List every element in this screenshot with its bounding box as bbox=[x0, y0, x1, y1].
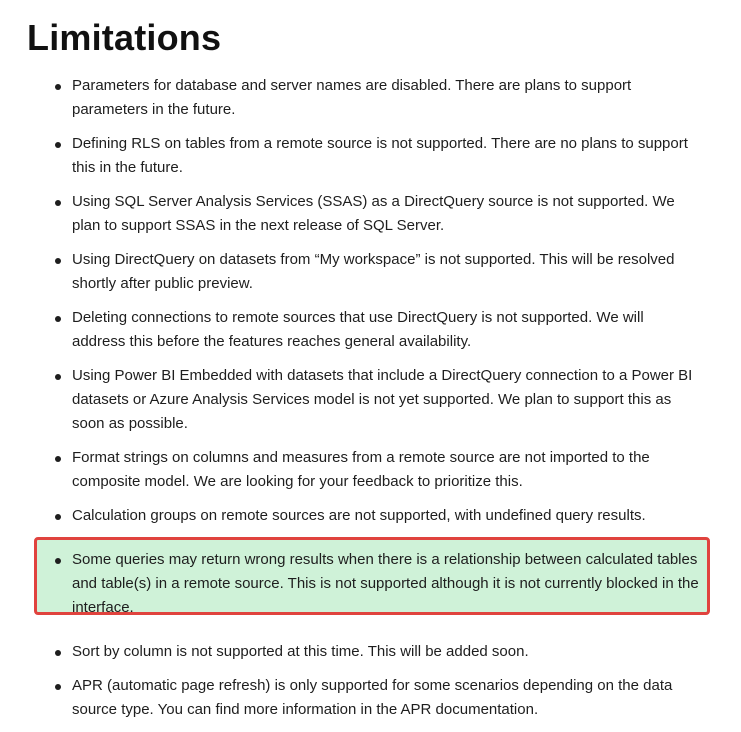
bullet-icon bbox=[55, 84, 61, 90]
bullet-icon bbox=[55, 142, 61, 148]
list-item bbox=[0, 446, 741, 494]
bullet-icon bbox=[55, 316, 61, 322]
list-item-text: Using Power BI Embedded with datasets that include a DirectQuery connection to a Power BI datasets or Azure Analysis Services model is not yet supported. We plan to support this as soon as possible. bbox=[72, 367, 693, 432]
list-item bbox=[0, 306, 741, 354]
bullet-icon bbox=[55, 258, 61, 264]
list-item bbox=[0, 640, 741, 664]
list-item bbox=[0, 364, 741, 436]
list-item-text: Using DirectQuery on datasets from “My workspace” is not supported. This will be resolved shortly after public preview. bbox=[72, 251, 675, 292]
list-item-text: Defining RLS on tables from a remote source is not supported. There are no plans to support this in the future. bbox=[72, 135, 688, 176]
bullet-icon bbox=[55, 514, 61, 520]
list-item-text: Sort by column is not supported at this time. This will be added soon. bbox=[72, 643, 529, 660]
list-item-text: Using SQL Server Analysis Services (SSAS) as a DirectQuery source is not supported. We plan to support SSAS in the next release of SQL Server. bbox=[72, 193, 675, 234]
list-item-text: Parameters for database and server names are disabled. There are plans to support parameters in the future. bbox=[72, 77, 632, 118]
bullet-icon bbox=[55, 200, 61, 206]
limitations-list bbox=[0, 74, 741, 732]
list-item bbox=[0, 74, 741, 122]
bullet-icon bbox=[55, 456, 61, 462]
list-item-text: Some queries may return wrong results when there is a relationship between calculated tables and table(s) in a remote source. This is not supported although it is not currently blocked in the interface. bbox=[72, 551, 699, 616]
list-item bbox=[0, 132, 741, 180]
page-title: Limitations bbox=[27, 17, 222, 58]
list-item bbox=[0, 504, 741, 528]
list-item bbox=[0, 190, 741, 238]
highlighted-list-item bbox=[0, 548, 741, 620]
list-item-text: Format strings on columns and measures from a remote source are not imported to the composite model. We are looking for your feedback to prioritize this. bbox=[72, 449, 650, 490]
bullet-icon bbox=[55, 374, 61, 380]
list-item-text: Calculation groups on remote sources are not supported, with undefined query results. bbox=[72, 507, 646, 524]
list-item bbox=[0, 248, 741, 296]
bullet-icon bbox=[55, 650, 61, 656]
bullet-icon bbox=[55, 558, 61, 564]
list-item-text: Deleting connections to remote sources that use DirectQuery is not supported. We will address this before the features reaches general availability. bbox=[72, 309, 644, 350]
list-item-text: APR (automatic page refresh) is only supported for some scenarios depending on the data source type. You can find more information in the APR documentation. bbox=[72, 677, 673, 718]
bullet-icon bbox=[55, 684, 61, 690]
